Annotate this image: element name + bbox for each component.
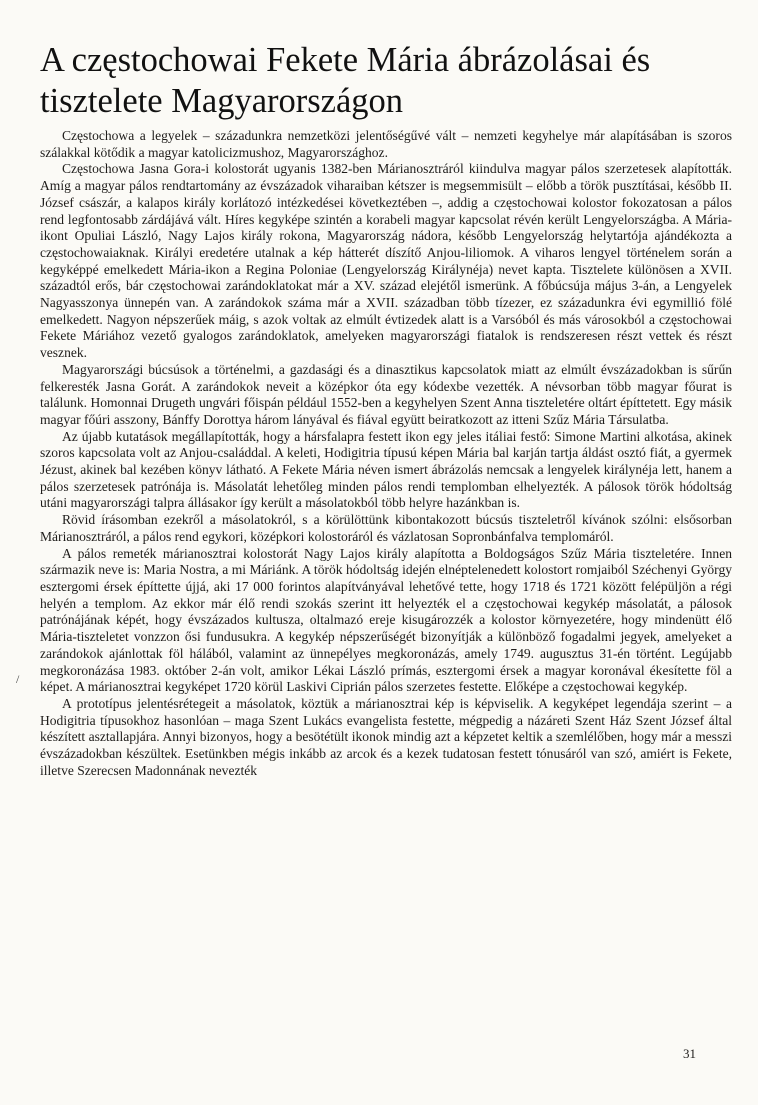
margin-mark: / <box>16 672 20 686</box>
article-title: A częstochowai Fekete Mária ábrázolásai és tisztelete Magyarországon <box>40 41 651 120</box>
paragraph: A prototípus jelentésrétegeit a másolatok, köztük a márianosztrai kép is képviselik. A kegyképet legendája szerint – a Hodigitria típusokhoz hasonlóan – maga Szent Lukács evangelista festette, mégpedig a názáreti Szent Ház Szent József által készített asztallapjára. Annyi bizonyos, hogy a besötétült ikonok mindig azt a képzetet keltik a szemlélőben, hogy már a messzi évszázadokban készültek. Esetünkben mégis inkább az arcok és a kezek tudatosan festett tónusáról van szó, amiért is Fekete, illetve Szerecsen Madonnának nevezték <box>40 695 732 778</box>
paragraph: A pálos remeték márianosztrai kolostorát Nagy Lajos király alapította a Boldogságos Szűz Mária tiszteletére. Innen származik neve is: Maria Nostra, a mi Máriánk. A török hódoltság idején elnéptelenedett kolostort romjaiból Széchenyi György esztergomi érsek építtette újjá, aki 17 000 forintos alapítványával lehetővé tette, hogy 1718 és 1721 között felépüljön a régi helyén a templom. Az ekkor már élő rendi szokás szerint itt helyezték el a częstochowai kegykép másolatát, a pálosok patrónájának képét, hogy évszázados kultusza, oltalmazó ereje kisugározzék a kolostor környezetére, hogy mindenütt élő Mária-tiszteletet vonzzon ősi fundusukra. A kegykép népszerűségét bizonyítják a különböző fogadalmi jegyek, amelyeket a zarándokok ajánlottak föl hálából, valamint az ünnepélyes megkoronázás, amely 1749. augusztus 31-én történt. Legújabb megkoronázása 1983. október 2-án volt, amikor Lékai László prímás, esztergomi érsek a magyar koronával ékesítette föl a képet. A márianosztrai kegyképet 1720 körül Laskivi Ciprián pálos szerzetes festette. Előképe a częstochowai kegykép. <box>40 545 732 695</box>
article-body <box>40 128 732 779</box>
paragraph: Az újabb kutatások megállapították, hogy a hársfalapra festett ikon egy jeles itáliai festő: Simone Martini alkotása, akinek szoros kapcsolata volt az Anjou-családdal. A keleti, Hodigitria típusú képen Mária bal karján tartja áldást osztó fiát, a gyermek Jézust, akinek bal kezében könyv látható. A Fekete Mária néven ismert ábrázolás nemcsak a lengyelek királynéja lett, hanem a pálos szerzetesek patrónája is. Másolatát lehetőleg minden pálos rendi templomban elhelyezték. A pálosok török hódoltság utáni magyarországi talpra állásakor így került a másolatokból több helyre hazánkban is. <box>40 428 732 511</box>
paragraph: Magyarországi búcsúsok a történelmi, a gazdasági és a dinasztikus kapcsolatok miatt az elmúlt évszázadokban is sűrűn felkeresték Jasna Gorát. A zarándokok neveit a középkor óta egy kódexbe vezették. A névsorban több magyar főurat is találunk. Homonnai Drugeth ungvári főispán például 1552-ben a kegyhelyen Szent Anna tiszteletére oltárt építtetett. Egy másik magyar főúri asszony, Bánffy Dorottya három lányával és fiával együtt beiratkozott az itteni Szűz Mária Társulatba. <box>40 361 732 427</box>
paragraph: Częstochowa a legyelek – századunkra nemzetközi jelentőségűvé vált – nemzeti kegyhelye már alapításában is szoros szálakkal kötődik a magyar katolicizmushoz, Magyarországhoz. <box>40 128 732 160</box>
paragraph: Częstochowa Jasna Gora-i kolostorát ugyanis 1382-ben Márianosztráról kiindulva magyar pálos szerzetesek alapították. Amíg a magyar pálos rendtartomány az évszázadok viharaiban kétszer is megsemmisült – előbb a török pusztításai, később II. József császár, a kalapos király korlátozó intézkedései következtében –, addig a częstochowai kolostor fokozatosan a pálos rend legfontosabb zárdájává vált. Híres kegyképe szintén a korabeli magyar kapcsolat révén került Lengyelországba. A Mária-ikont Opuliai László, Nagy Lajos király rokona, Magyarország nádora, később Lengyelország helytartója ajándékozta a częstochowaiaknak. Királyi eredetére utalnak a kép hátterét díszítő Anjou-liliomok. A viharos lengyel történelem során a kegyképpé emelkedett Mária-ikon a Regina Poloniae (Lengyelország Királynéja) nevet kapta. Tisztelete különösen a XVII. századtól erős, bár częstochowai zarándoklatokat már a XV. század elejétől ismerünk. A főbúcsúja május 3-án, a Lengyelek Nagyasszonya ünnepén van. A zarándokok száma már a XVII. században több tízezer, ez századunkra évi egymillió fölé emelkedett. Nagyon népszerűek máig, s azok voltak az elmúlt évtizedek alatt is a Varsóból és más városokból a częstochowai Fekete Máriához vezető gyalogos zarándoklatok, amelyeken magyarországi fiatalok is rendszeresen részt vettek és részt vesznek. <box>40 161 732 361</box>
paragraph: Rövid írásomban ezekről a másolatokról, s a körülöttünk kibontakozott búcsús tiszteletről kívánok szólni: elsősorban Márianosztráról, a pálos rend egykori, középkori kolostoráról és vázlatosan Sopronbánfalva templomáról. <box>40 512 732 544</box>
page-number: 31 <box>683 1046 696 1061</box>
